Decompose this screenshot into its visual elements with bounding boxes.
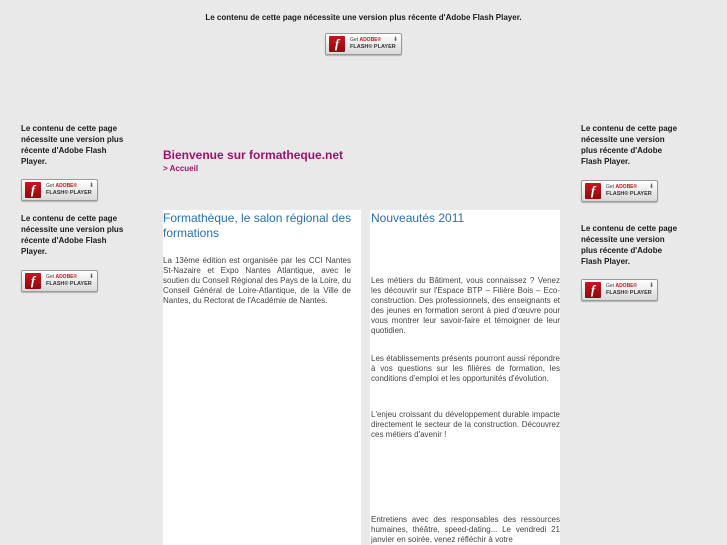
get-flash-player-button-left-2[interactable]	[21, 270, 98, 292]
get-flash-player-button-left-1[interactable]	[21, 179, 98, 201]
flash-player-label: FLASH® PLAYER	[606, 191, 652, 197]
get-adobe-label: Get ADOBE®	[350, 37, 382, 43]
get-adobe-label: Get ADOBE®	[46, 183, 78, 189]
get-flash-player-button-top[interactable]	[325, 33, 402, 55]
breadcrumb-home-link[interactable]: > Accueil	[163, 164, 199, 173]
flash-player-label: FLASH® PLAYER	[606, 290, 652, 296]
flash-icon: f	[329, 36, 345, 52]
flash-notice-left-1: Le contenu de cette page nécessite une version plus récente d'Adobe Flash Player.	[21, 124, 124, 166]
right-column-title: Nouveautés 2011	[371, 211, 465, 225]
download-icon: ⬇	[648, 184, 654, 190]
flash-icon: f	[25, 273, 41, 289]
get-flash-player-button-right-2[interactable]	[581, 279, 658, 301]
flash-icon: f	[585, 282, 601, 298]
get-adobe-label: Get ADOBE®	[606, 184, 638, 190]
left-column-title: Formathèque, le salon régional des formations	[163, 211, 352, 240]
flash-player-label: FLASH® PLAYER	[46, 190, 92, 196]
download-icon: ⬇	[392, 37, 398, 43]
right-column-paragraph-3: L'enjeu croissant du développement durable impacte directement le secteur de la construction. Découvrez ces métiers d'avenir !	[371, 410, 560, 439]
right-column-paragraph-1: Les métiers du Bâtiment, vous connaissez ? Venez les découvrir sur l'Espace BTP – Filière Bois – Eco-construction. Des professionnels, des enseignants et des jeunes en formation seront à pied d'œuvre pour vous montrer leur savoir-faire et témoigner de leur quotidien.	[371, 276, 560, 335]
flash-notice-top: Le contenu de cette page nécessite une version plus récente d'Adobe Flash Player.	[205, 13, 522, 22]
flash-icon: f	[585, 183, 601, 199]
flash-notice-right-2: Le contenu de cette page nécessite une version plus récente d'Adobe Flash Player.	[581, 224, 678, 266]
flash-icon: f	[25, 182, 41, 198]
flash-notice-left-2: Le contenu de cette page nécessite une version plus récente d'Adobe Flash Player.	[21, 214, 124, 256]
get-adobe-label: Get ADOBE®	[46, 274, 78, 280]
get-flash-player-button-right-1[interactable]	[581, 180, 658, 202]
flash-player-label: FLASH® PLAYER	[350, 44, 396, 50]
flash-player-label: FLASH® PLAYER	[46, 281, 92, 287]
page-title: Bienvenue sur formatheque.net	[163, 148, 344, 162]
right-column-paragraph-4: Entretiens avec des responsables des ressources humaines, théâtre, speed-dating... Le vendredi 21 janvier en soirée, venez réfléchir à votre	[371, 515, 560, 544]
right-column-paragraph-2: Les établissements présents pourront aussi répondre à vos questions sur les filières de formation, les conditions d'emploi et les opportunités d'évolution.	[371, 354, 560, 383]
download-icon: ⬇	[648, 283, 654, 289]
get-adobe-label: Get ADOBE®	[606, 283, 638, 289]
download-icon: ⬇	[88, 183, 94, 189]
download-icon: ⬇	[88, 274, 94, 280]
flash-notice-right-1: Le contenu de cette page nécessite une version plus récente d'Adobe Flash Player.	[581, 124, 678, 166]
left-column-paragraph: La 13ème édition est organisée par les CCI Nantes St-Nazaire et Expo Nantes Atlantique, avec le soutien du Conseil Régional des Pays de la Loire, du Conseil Général de Loire-Atlantique, de la Ville de Nantes, du Rectorat de l'Académie de Nantes.	[163, 256, 351, 305]
